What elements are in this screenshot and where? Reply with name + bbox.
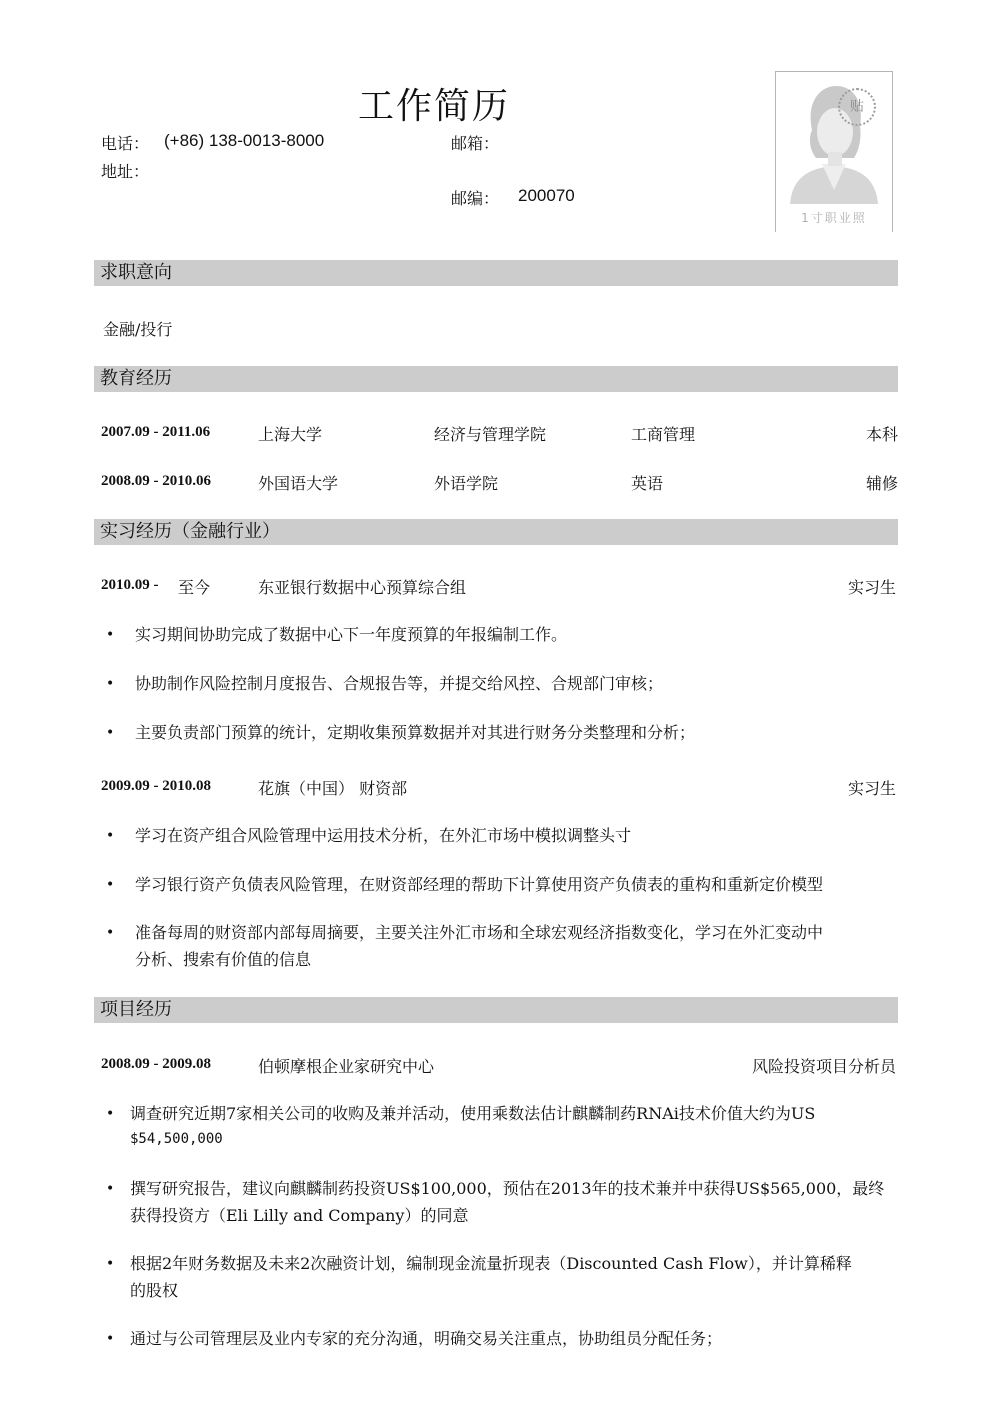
bullet-dot: • — [106, 1181, 115, 1197]
education-degree: 辅修 — [865, 474, 898, 493]
bullet-dot: • — [106, 828, 115, 844]
project-bullet: 根据2年财务数据及未来2次融资计划，编制现金流量折现表（Discounted Cash Flow），并计算稀释 — [130, 1254, 852, 1273]
resume-title: 工作简历 — [358, 86, 511, 127]
internship-bullet: 学习银行资产负债表风险管理，在财资部经理的帮助下计算使用资产负债表的重构和重新定价模型 — [135, 875, 824, 894]
person-silhouette-icon — [776, 72, 892, 212]
education-school: 上海大学 — [258, 425, 323, 444]
project-bullet: 通过与公司管理层及业内专家的充分沟通，明确交易关注重点，协助组员分配任务； — [130, 1329, 723, 1348]
education-date: 2007.09 - 2011.06 — [101, 424, 211, 440]
project-bullet-continuation: 获得投资方（Eli Lilly and Company）的同意 — [130, 1206, 469, 1225]
address-label: 地址： — [101, 162, 150, 181]
internship-org: 东亚银行数据中心预算综合组 — [258, 578, 467, 597]
photo-caption: 1寸职业照 — [801, 211, 867, 225]
internship-date: 2010.09 - — [101, 577, 159, 593]
bullet-dot: • — [106, 925, 115, 941]
project-bullet: 调查研究近期7家相关公司的收购及兼并活动，使用乘数法估计麒麟制药RNAi技术价值大约为US — [130, 1104, 816, 1123]
education-date: 2008.09 - 2010.06 — [101, 473, 211, 489]
internship-bullet: 实习期间协助完成了数据中心下一年度预算的年报编制工作。 — [135, 625, 568, 644]
project-bullet: 撰写研究报告，建议向麒麟制药投资US$100,000，预估在2013年的技术兼并中获得US$565,000，最终 — [130, 1179, 885, 1198]
education-major: 英语 — [631, 474, 664, 493]
photo-placeholder[interactable] — [775, 71, 893, 232]
internship-bullet: 主要负责部门预算的统计，定期收集预算数据并对其进行财务分类整理和分析； — [135, 723, 696, 742]
internship-date: 2009.09 - 2010.08 — [101, 778, 211, 794]
project-bullet-continuation: 的股权 — [130, 1281, 179, 1300]
internship-role: 实习生 — [847, 779, 896, 798]
bullet-dot: • — [106, 1331, 115, 1347]
project-bullet-continuation: $54,500,000 — [130, 1131, 223, 1147]
internship-role: 实习生 — [847, 578, 896, 597]
education-college: 经济与管理学院 — [434, 425, 547, 444]
project-role: 风险投资项目分析员 — [751, 1057, 896, 1076]
project-org: 伯顿摩根企业家研究中心 — [258, 1057, 435, 1076]
section-project-header: 项目经历 — [94, 997, 898, 1023]
bullet-dot: • — [106, 1256, 115, 1272]
education-college: 外语学院 — [434, 474, 499, 493]
objective-value: 金融/投行 — [103, 320, 173, 339]
internship-date-suffix: 至今 — [178, 578, 211, 597]
education-degree: 本科 — [865, 425, 898, 444]
project-date: 2008.09 - 2009.08 — [101, 1056, 211, 1072]
photo-stamp: 贴 — [838, 88, 876, 126]
internship-bullet: 学习在资产组合风险管理中运用技术分析，在外汇市场中模拟调整头寸 — [135, 826, 632, 845]
internship-bullet: 准备每周的财资部内部每周摘要，主要关注外汇市场和全球宏观经济指数变化，学习在外汇变动中 — [135, 923, 824, 942]
section-internship-header: 实习经历（金融行业） — [94, 519, 898, 545]
phone-label: 电话： — [101, 134, 150, 153]
internship-org: 花旗（中国） 财资部 — [258, 779, 408, 798]
zip-value: 200070 — [518, 186, 575, 205]
bullet-dot: • — [106, 1106, 115, 1122]
internship-bullet-continuation: 分析、搜索有价值的信息 — [135, 950, 312, 969]
email-label: 邮箱： — [451, 134, 500, 153]
bullet-dot: • — [106, 676, 115, 692]
bullet-dot: • — [106, 725, 115, 741]
bullet-dot: • — [106, 877, 115, 893]
zip-label: 邮编： — [451, 189, 500, 208]
section-education-header: 教育经历 — [94, 366, 898, 392]
education-school: 外国语大学 — [258, 474, 339, 493]
education-major: 工商管理 — [631, 425, 696, 444]
phone-value: (+86) 138-0013-8000 — [164, 131, 325, 150]
internship-bullet: 协助制作风险控制月度报告、合规报告等，并提交给风控、合规部门审核； — [135, 674, 664, 693]
bullet-dot: • — [106, 627, 115, 643]
section-objective-header: 求职意向 — [94, 260, 898, 286]
